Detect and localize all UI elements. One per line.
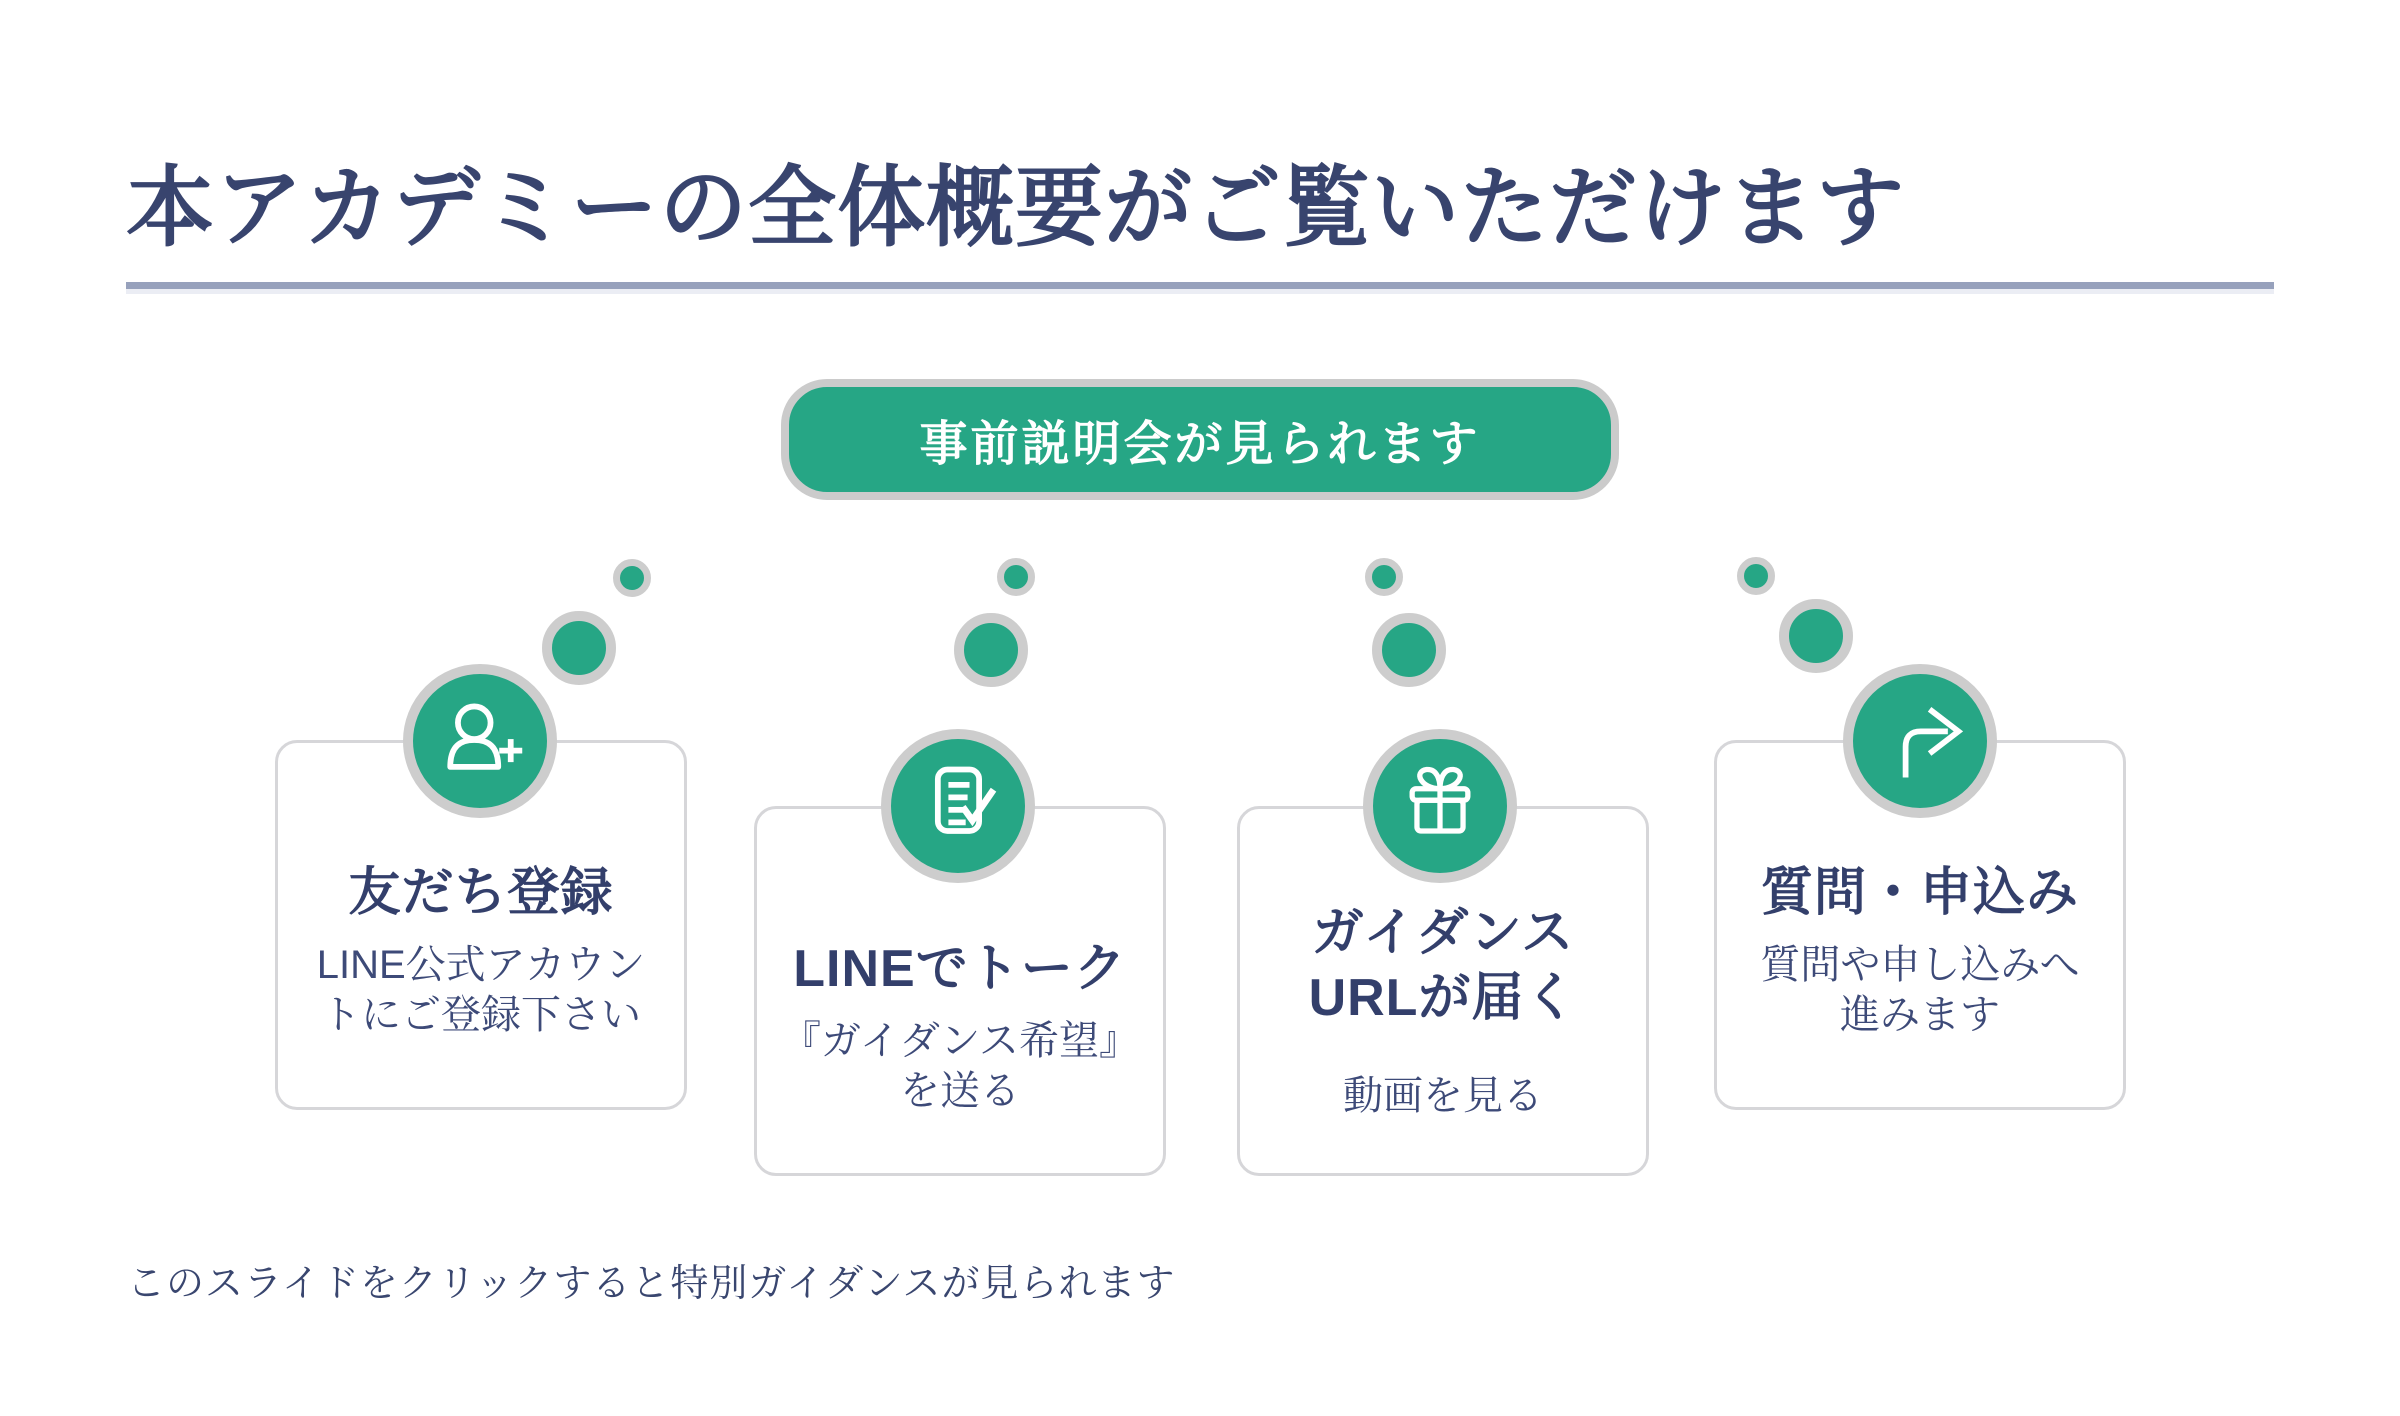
step-subtitle-line: 『ガイダンス希望』 bbox=[781, 1019, 1139, 1063]
step-subtitle-line: LINE公式アカウン bbox=[316, 943, 646, 987]
step-title bbox=[1309, 901, 1578, 1031]
step-subtitle bbox=[1760, 940, 2079, 1040]
step-title-line: LINEでトーク bbox=[793, 940, 1127, 998]
gift-icon bbox=[1392, 758, 1488, 854]
bubble-medium bbox=[954, 613, 1028, 687]
step4-icon-circle bbox=[1843, 664, 1997, 818]
step-subtitle-line: を送る bbox=[900, 1069, 1020, 1113]
banner-label: 事前説明会が見られます bbox=[919, 418, 1481, 471]
step-subtitle bbox=[781, 1016, 1139, 1116]
step-subtitle-line: トにご登録下さい bbox=[321, 993, 641, 1037]
step2-icon-circle bbox=[881, 729, 1035, 883]
step-title bbox=[1761, 861, 2079, 926]
bubble-medium bbox=[542, 611, 616, 685]
step-title-line: 質問・申込み bbox=[1760, 864, 2079, 922]
bubble-small bbox=[997, 558, 1035, 596]
bubble-medium bbox=[1779, 599, 1853, 673]
turn-right-arrow-icon bbox=[1872, 693, 1968, 789]
step-title bbox=[793, 937, 1126, 1002]
step-title-line: ガイダンス bbox=[1311, 904, 1575, 962]
bubble-small bbox=[613, 559, 651, 597]
add-user-icon bbox=[432, 693, 528, 789]
step-title bbox=[348, 861, 613, 926]
step-subtitle-line: 質問や申し込みへ bbox=[1760, 943, 2080, 987]
step-subtitle bbox=[1343, 1071, 1543, 1121]
step-subtitle-line: 進みます bbox=[1839, 993, 2000, 1037]
bubble-small bbox=[1737, 557, 1775, 595]
step-subtitle bbox=[317, 940, 646, 1040]
bubble-medium bbox=[1372, 613, 1446, 687]
step3-icon-circle bbox=[1363, 729, 1517, 883]
step-title-line: URLが届く bbox=[1308, 969, 1578, 1027]
page-title: 本アカデミーの全体概要がご覧いただけます bbox=[126, 157, 1906, 257]
title-divider bbox=[126, 282, 2274, 294]
step-title-line: 友だち登録 bbox=[348, 864, 614, 922]
step-subtitle-line: 動画を見る bbox=[1343, 1074, 1543, 1118]
document-check-icon bbox=[910, 758, 1006, 854]
step1-icon-circle bbox=[403, 664, 557, 818]
banner-pill[interactable] bbox=[781, 379, 1619, 500]
bubble-small bbox=[1365, 558, 1403, 596]
footer-note: このスライドをクリックすると特別ガイダンスが見られます bbox=[127, 1263, 1176, 1305]
